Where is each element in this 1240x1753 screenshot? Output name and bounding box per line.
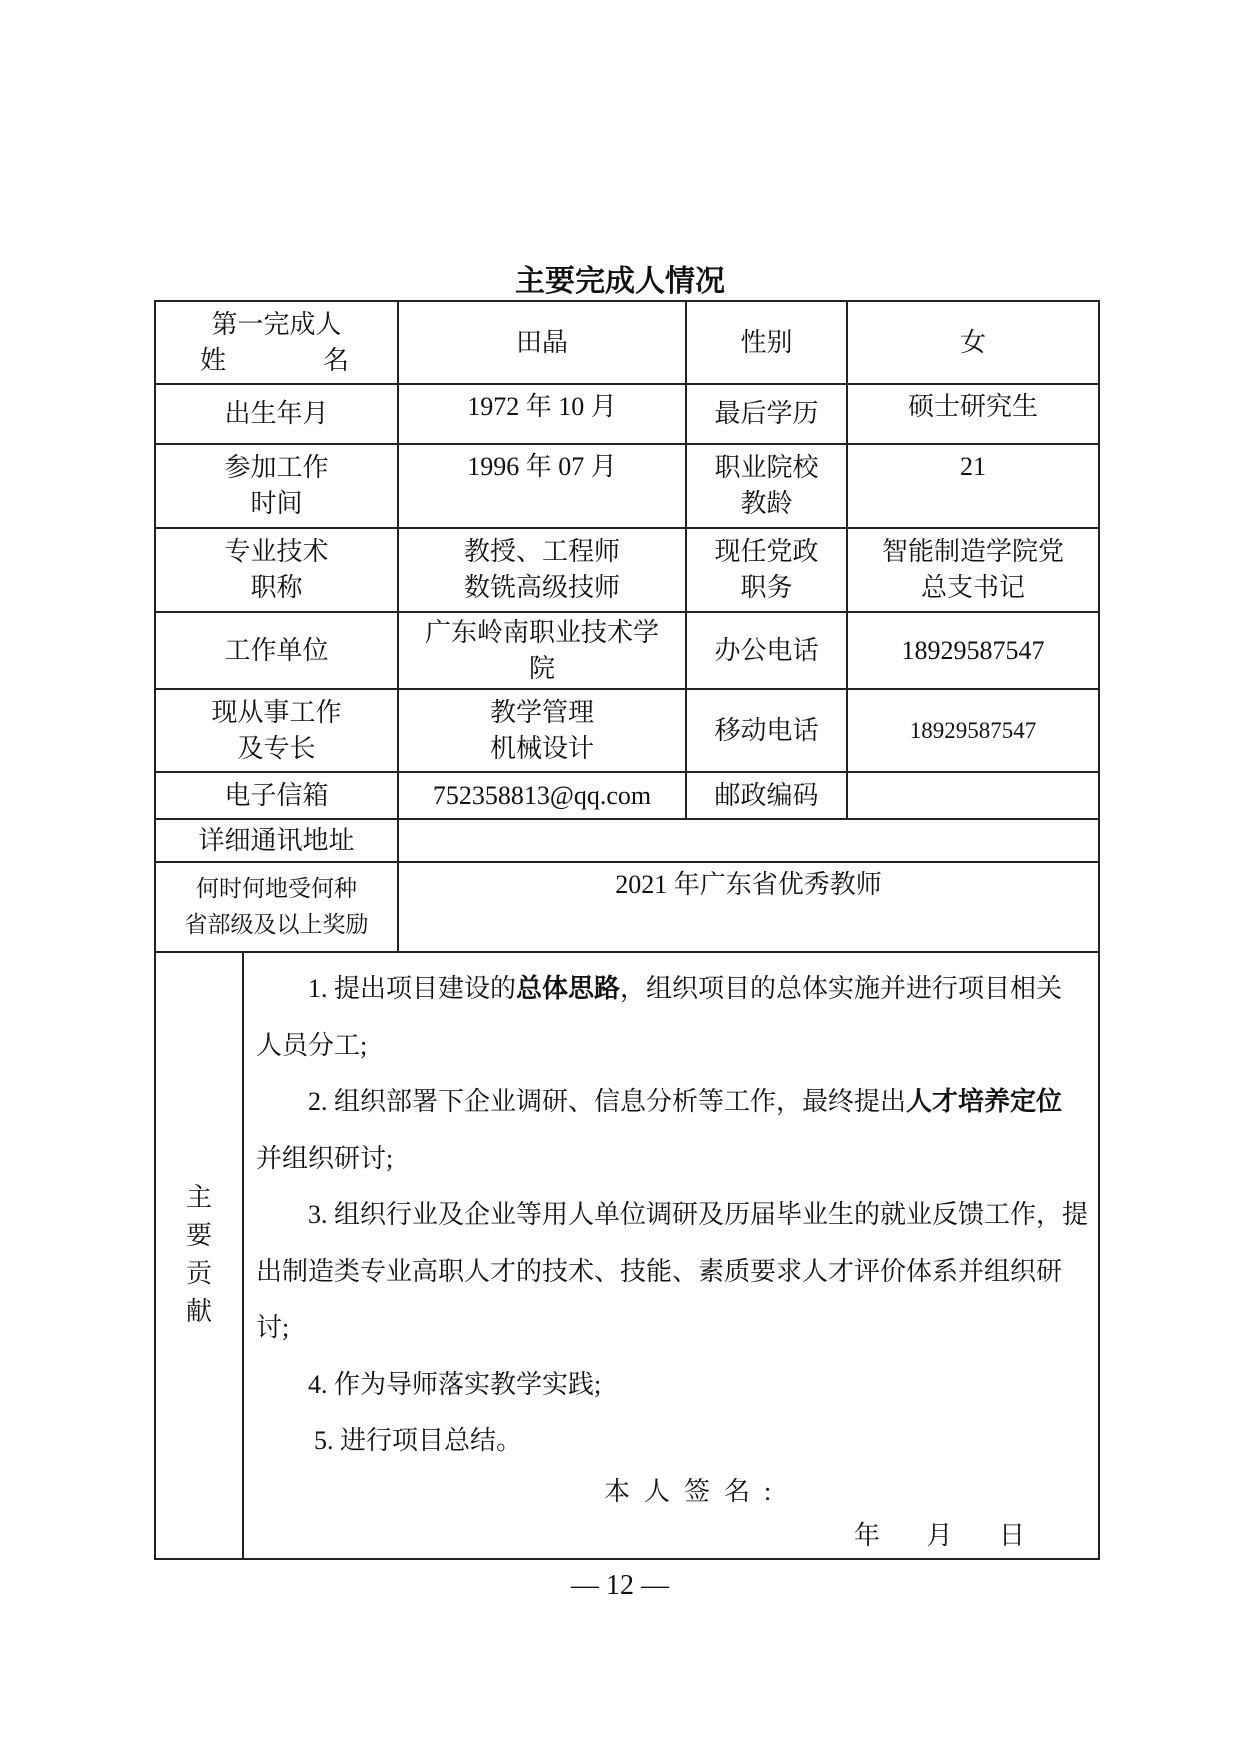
table-row xyxy=(155,862,1099,952)
contribution-label xyxy=(155,952,243,1559)
table-row xyxy=(155,528,1099,612)
gender-value: 女 xyxy=(847,301,1099,384)
label-part: 名 xyxy=(322,345,349,375)
label-line: 职业院校 xyxy=(714,453,819,482)
name-value: 田晶 xyxy=(398,301,686,384)
education-value: 硕士研究生 xyxy=(847,384,1099,444)
value-line: 机械设计 xyxy=(489,733,594,763)
label-char: 贡 xyxy=(185,1259,212,1289)
value-line: 总支书记 xyxy=(920,573,1025,602)
work-start-value: 1996 年 07 月 xyxy=(398,444,686,528)
label-line: 现从事工作 xyxy=(211,697,342,727)
table-row xyxy=(155,612,1099,689)
value-line: 教学管理 xyxy=(489,697,594,727)
mobile-value: 18929587547 xyxy=(847,689,1099,772)
label-line: 何时何地受何种 xyxy=(196,876,357,901)
contribution-item-3: 3. 组织行业及企业等用人单位调研及历届毕业生的就业反馈工作，提出制造类专业高职人才的技术、技能、素质要求人才评价体系并组织研讨; xyxy=(256,1200,1089,1342)
label-line: 教龄 xyxy=(740,489,793,518)
label-line: 专业技术 xyxy=(224,537,329,566)
value-line: 数铣高级技师 xyxy=(463,573,620,602)
employer-value xyxy=(398,612,686,689)
email-label: 电子信箱 xyxy=(155,772,398,819)
awards-label xyxy=(155,862,398,952)
bold-text: 总体思路 xyxy=(516,974,621,1003)
value-line: 教授、工程师 xyxy=(463,537,620,566)
label-line: 第一完成人 xyxy=(211,309,342,339)
birth-label: 出生年月 xyxy=(155,384,398,444)
specialty-label xyxy=(155,689,398,772)
awards-value: 2021 年广东省优秀教师 xyxy=(398,862,1099,952)
employer-label: 工作单位 xyxy=(155,612,398,689)
text: 并组织研讨; xyxy=(256,1143,394,1173)
table-row xyxy=(155,689,1099,772)
teaching-years-label xyxy=(686,444,847,528)
party-post-label xyxy=(686,528,847,612)
email-value: 752358813@qq.com xyxy=(398,772,686,819)
address-label: 详细通讯地址 xyxy=(155,819,398,862)
contribution-item-2 xyxy=(256,1074,1088,1187)
main-completer-table xyxy=(154,300,1100,1560)
label-part: 姓 xyxy=(200,345,227,375)
table-row xyxy=(155,384,1099,444)
table-row xyxy=(155,301,1099,384)
contribution-item-5: 5. 进行项目总结。 xyxy=(314,1426,523,1455)
text: 2. 组织部署下企业调研、信息分析等工作，最终提出 xyxy=(308,1087,907,1116)
label-line: 职务 xyxy=(740,573,793,602)
label-line: 时间 xyxy=(250,489,303,518)
specialty-value xyxy=(398,689,686,772)
teaching-years-value: 21 xyxy=(847,444,1099,528)
table-row xyxy=(155,819,1099,862)
table-row xyxy=(155,772,1099,819)
value-line: 智能制造学院党 xyxy=(881,537,1064,566)
postcode-label: 邮政编码 xyxy=(686,772,847,819)
label-line: 参加工作 xyxy=(224,453,329,482)
label-line: 及专长 xyxy=(237,733,316,763)
table-row xyxy=(155,952,1099,1559)
tech-title-label xyxy=(155,528,398,612)
office-phone-value: 18929587547 xyxy=(847,612,1099,689)
bold-text: 人才培养定位 xyxy=(906,1087,1063,1116)
address-value xyxy=(398,819,1099,862)
signature-label: 本人签名: xyxy=(604,1476,786,1506)
label-line xyxy=(160,343,393,379)
office-phone-label: 办公电话 xyxy=(686,612,847,689)
contribution-text xyxy=(243,952,1099,1559)
value-line: 院 xyxy=(528,653,555,683)
label-char: 献 xyxy=(185,1297,212,1327)
name-label xyxy=(155,301,398,384)
label-char: 要 xyxy=(185,1221,212,1251)
birth-value: 1972 年 10 月 xyxy=(398,384,686,444)
contribution-item-1 xyxy=(256,961,1088,1074)
label-line: 省部级及以上奖励 xyxy=(184,912,369,937)
gender-label: 性别 xyxy=(686,301,847,384)
education-label: 最后学历 xyxy=(686,384,847,444)
mobile-label: 移动电话 xyxy=(686,689,847,772)
contribution-item-4: 4. 作为导师落实教学实践; xyxy=(308,1369,602,1399)
value-line: 广东岭南职业技术学 xyxy=(424,617,659,647)
postcode-value xyxy=(847,772,1099,819)
date-label: 年 月 日 xyxy=(854,1520,1026,1550)
text: 1. 提出项目建设的 xyxy=(308,974,517,1003)
party-post-value xyxy=(847,528,1099,612)
page-title: 主要完成人情况 xyxy=(515,264,725,299)
label-char: 主 xyxy=(185,1183,212,1213)
table-row xyxy=(155,444,1099,528)
tech-title-value xyxy=(398,528,686,612)
work-start-label xyxy=(155,444,398,528)
page-number: — 12 — xyxy=(571,1570,669,1601)
label-line: 现任党政 xyxy=(714,537,819,566)
label-line: 职称 xyxy=(250,573,303,602)
text: ，组织项目的总体实施并进行项目相关人员分工; xyxy=(256,974,1063,1060)
